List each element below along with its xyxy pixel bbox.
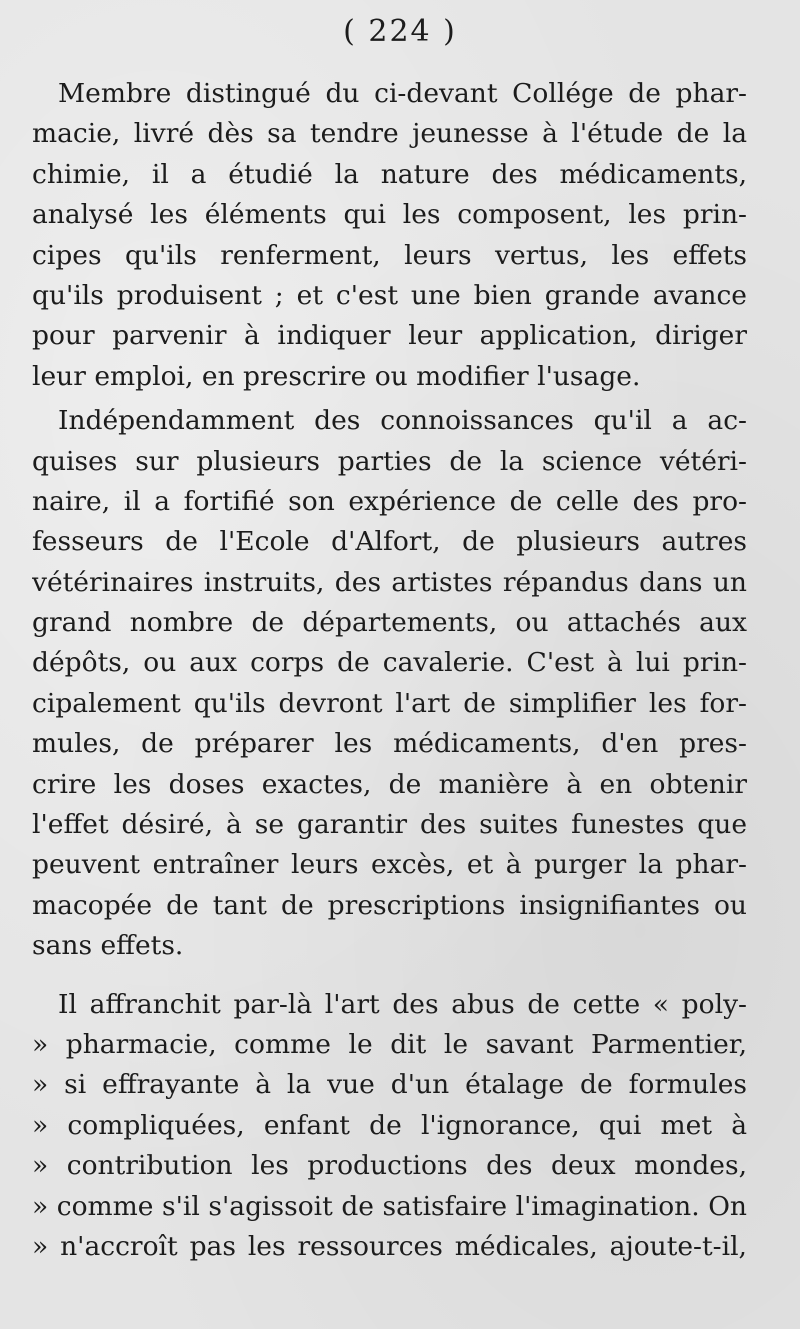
text-line: cipes qu'ils renferment, leurs vertus, les effets — [32, 239, 747, 271]
text-line: » pharmacie, comme le dit le savant Parmentier, — [32, 1028, 747, 1060]
text-line: macopée de tant de prescriptions insignifiantes ou — [32, 889, 747, 921]
text-line: leur emploi, en prescrire ou modifier l'usage. — [32, 360, 641, 392]
text-line: pour parvenir à indiquer leur application, diriger — [32, 320, 747, 352]
text-line: » contribution les productions des deux mondes, — [32, 1150, 747, 1182]
text-line: dépôts, ou aux corps de cavalerie. C'est à lui prin- — [32, 647, 747, 679]
text-line: naire, il a fortifié son expérience de celle des pro- — [32, 485, 747, 517]
text-line: qu'ils produisent ; et c'est une bien grande avance — [32, 279, 747, 311]
text-line: sans effets. — [32, 930, 184, 962]
text-line: Indépendamment des connoissances qu'il a ac- — [58, 405, 747, 437]
text-line: Il affranchit par-là l'art des abus de cette « poly- — [58, 988, 747, 1020]
text-line: » compliquées, enfant de l'ignorance, qui met à — [32, 1109, 747, 1141]
paragraph-2 — [32, 401, 747, 966]
text-line: » si effrayante à la vue d'un étalage de formules — [32, 1069, 747, 1101]
text-line: macie, livré dès sa tendre jeunesse à l'étude de la — [32, 118, 747, 150]
page-number: ( 224 ) — [343, 14, 457, 49]
text-line: chimie, il a étudié la nature des médicaments, — [32, 158, 747, 190]
text-line: mules, de préparer les médicaments, d'en pres- — [32, 728, 747, 760]
text-line: analysé les éléments qui les composent, les prin- — [32, 199, 747, 231]
text-line: grand nombre de départements, ou attachés aux — [32, 607, 747, 639]
paragraph-1 — [32, 74, 747, 397]
text-line: cipalement qu'ils devront l'art de simplifier les for- — [32, 687, 747, 719]
text-line: Membre distingué du ci-devant Collége de phar- — [58, 78, 747, 109]
text-line: l'effet désiré, à se garantir des suites funestes que — [32, 809, 747, 841]
text-line: » n'accroît pas les ressources médicales, ajoute-t-il, — [32, 1230, 747, 1262]
text-line: peuvent entraîner leurs excès, et à purger la phar- — [32, 849, 747, 881]
text-line: crire les doses exactes, de manière à en obtenir — [32, 768, 747, 800]
body-text — [32, 74, 747, 1267]
text-line: » comme s'il s'agissoit de satisfaire l'imagination. On — [32, 1190, 747, 1222]
paragraph-3 — [32, 985, 747, 1268]
text-line: vétérinaires instruits, des artistes répandus dans un — [32, 566, 747, 598]
text-line: fesseurs de l'Ecole d'Alfort, de plusieurs autres — [32, 526, 747, 558]
text-line: quises sur plusieurs parties de la science vétéri- — [32, 445, 747, 477]
